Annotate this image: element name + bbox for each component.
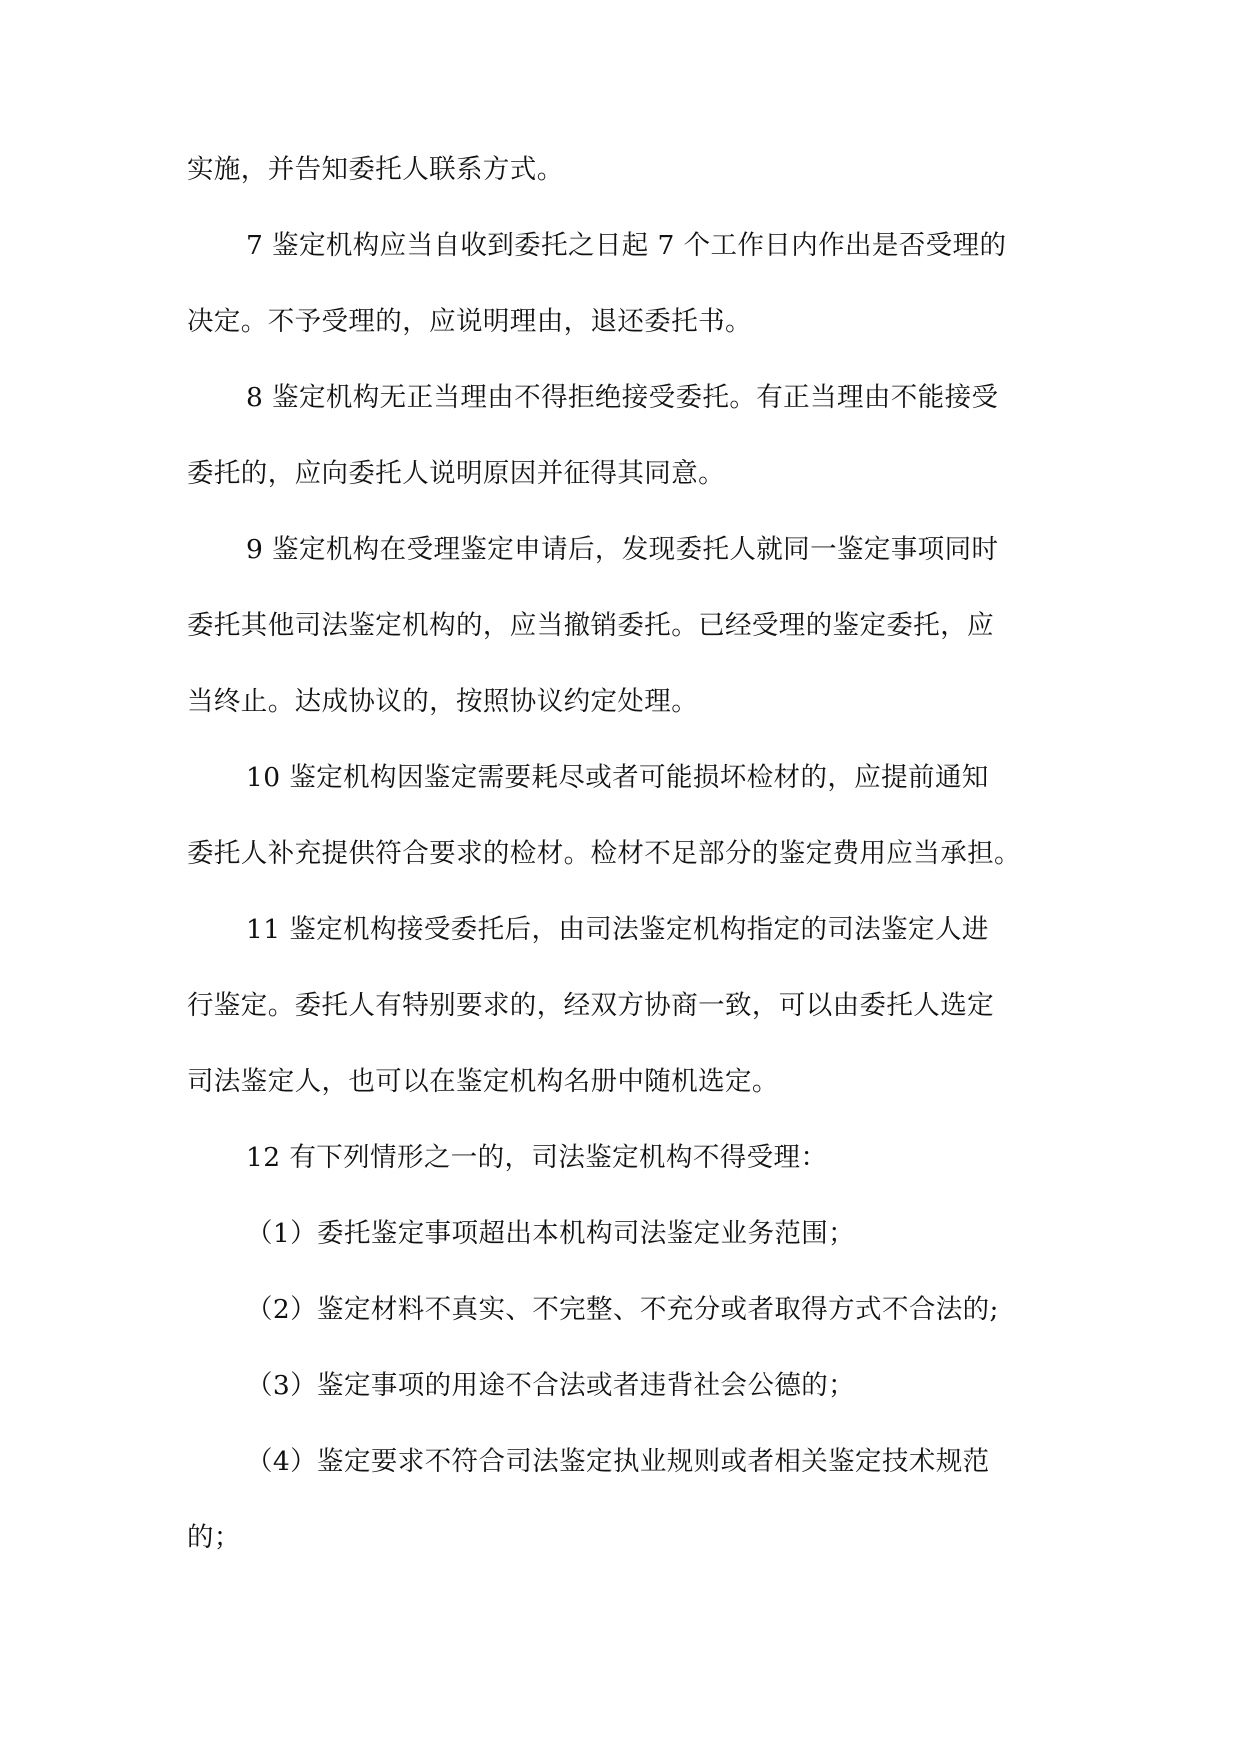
paragraph-11-line-3: 司法鉴定人，也可以在鉴定机构名册中随机选定。 (187, 1066, 779, 1097)
list-item-2: （2）鉴定材料不真实、不完整、不充分或者取得方式不合法的; (246, 1294, 999, 1325)
paragraph-9-line-1: 9 鉴定机构在受理鉴定申请后，发现委托人就同一鉴定事项同时 (246, 534, 999, 565)
paragraph-12-heading: 12 有下列情形之一的，司法鉴定机构不得受理： (246, 1142, 828, 1173)
list-item-1: （1）委托鉴定事项超出本机构司法鉴定业务范围； (246, 1218, 856, 1249)
list-item-4-line-2: 的； (187, 1522, 241, 1553)
paragraph-10-line-1: 10 鉴定机构因鉴定需要耗尽或者可能损坏检材的，应提前通知 (246, 762, 989, 793)
list-item-4-line-1: （4）鉴定要求不符合司法鉴定执业规则或者相关鉴定技术规范 (246, 1446, 990, 1477)
paragraph-11-line-1: 11 鉴定机构接受委托后，由司法鉴定机构指定的司法鉴定人进 (246, 914, 989, 945)
paragraph-11-line-2: 行鉴定。委托人有特别要求的，经双方协商一致，可以由委托人选定 (187, 990, 994, 1021)
list-item-3: （3）鉴定事项的用途不合法或者违背社会公德的； (246, 1370, 856, 1401)
paragraph-9-line-3: 当终止。达成协议的，按照协议约定处理。 (187, 686, 699, 717)
paragraph-9-line-2: 委托其他司法鉴定机构的，应当撤销委托。已经受理的鉴定委托，应 (187, 610, 994, 641)
paragraph-7-line-1: 7 鉴定机构应当自收到委托之日起 7 个工作日内作出是否受理的 (246, 230, 1007, 261)
paragraph-8-line-1: 8 鉴定机构无正当理由不得拒绝接受委托。有正当理由不能接受 (246, 382, 999, 413)
paragraph-10-line-2: 委托人补充提供符合要求的检材。检材不足部分的鉴定费用应当承担。 (187, 838, 1021, 869)
paragraph-8-line-2: 委托的，应向委托人说明原因并征得其同意。 (187, 458, 725, 489)
text-line: 实施，并告知委托人联系方式。 (187, 154, 564, 185)
paragraph-7-line-2: 决定。不予受理的，应说明理由，退还委托书。 (187, 306, 752, 337)
